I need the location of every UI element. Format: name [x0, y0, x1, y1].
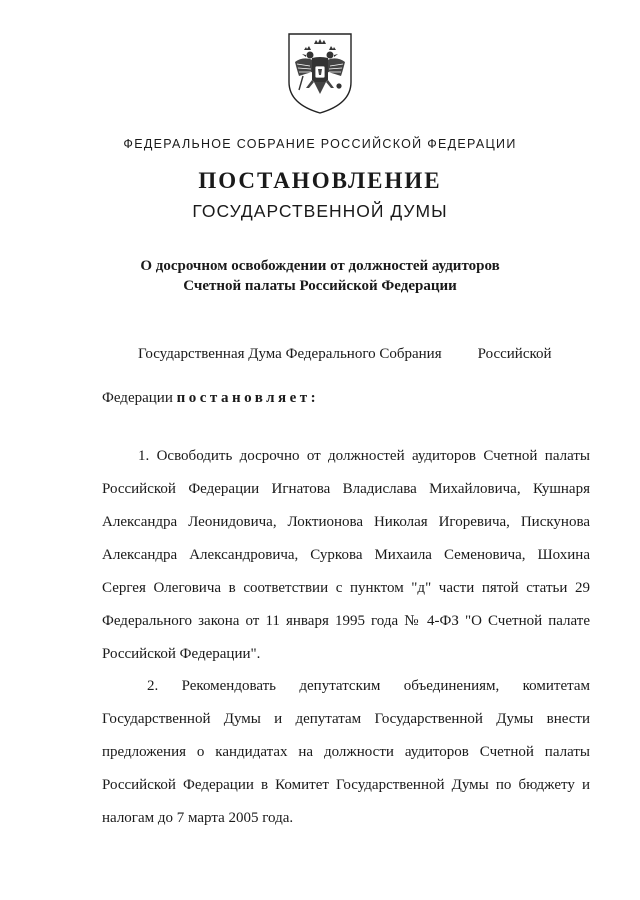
paragraph-line: Федерального закона от 11 января 1995 года № 4-ФЗ "О Счетной палате: [102, 613, 590, 629]
paragraph-line: Сергея Олеговича в соответствии с пунктом "д" части пятой статьи 29: [102, 580, 590, 596]
preamble-paragraph: [102, 338, 590, 415]
paragraph-line: Российской Федерации Игнатова Владислава Михайловича, Кушнаря: [102, 481, 590, 497]
item-1-paragraph: [102, 440, 590, 671]
russian-coat-of-arms-icon: [285, 30, 355, 116]
document-type: ПОСТАНОВЛЕНИЕ: [198, 168, 442, 193]
preamble-line: [102, 338, 590, 371]
paragraph-line: Российской Федерации в Комитет Государственной Думы по бюджету и: [102, 777, 590, 793]
preamble-text: Государственная Дума Федерального Собрания: [138, 346, 442, 362]
item-2-paragraph: [102, 670, 590, 835]
title-line: Счетной палаты Российской Федерации: [183, 278, 457, 294]
paragraph-line: налогам до 7 марта 2005 года.: [102, 810, 294, 826]
document-title: [0, 256, 640, 296]
paragraph-line: Александра Леонидовича, Локтионова Николая Игоревича, Пискунова: [102, 514, 590, 530]
paragraph-line: 2. Рекомендовать депутатским объединениям, комитетам: [147, 678, 590, 694]
decision-keyword: постановляет:: [176, 390, 320, 406]
document-issuer: ГОСУДАРСТВЕННОЙ ДУМЫ: [192, 201, 448, 221]
paragraph-line: Российской Федерации".: [102, 646, 261, 662]
paragraph-line: 1. Освободить досрочно от должностей аудиторов Счетной палаты: [138, 448, 590, 464]
organization-name: ФЕДЕРАЛЬНОЕ СОБРАНИЕ РОССИЙСКОЙ ФЕДЕРАЦИИ: [123, 137, 517, 151]
preamble-line: [102, 382, 590, 415]
preamble-text: Федерации: [102, 390, 173, 406]
title-line: О досрочном освобождении от должностей аудиторов: [140, 258, 500, 274]
paragraph-line: предложения о кандидатах на должности аудиторов Счетной палаты: [102, 744, 590, 760]
paragraph-line: Государственной Думы и депутатам Государственной Думы внести: [102, 711, 590, 727]
preamble-text: Российской: [477, 346, 552, 362]
paragraph-line: Александра Александровича, Суркова Михаила Семеновича, Шохина: [102, 547, 590, 563]
